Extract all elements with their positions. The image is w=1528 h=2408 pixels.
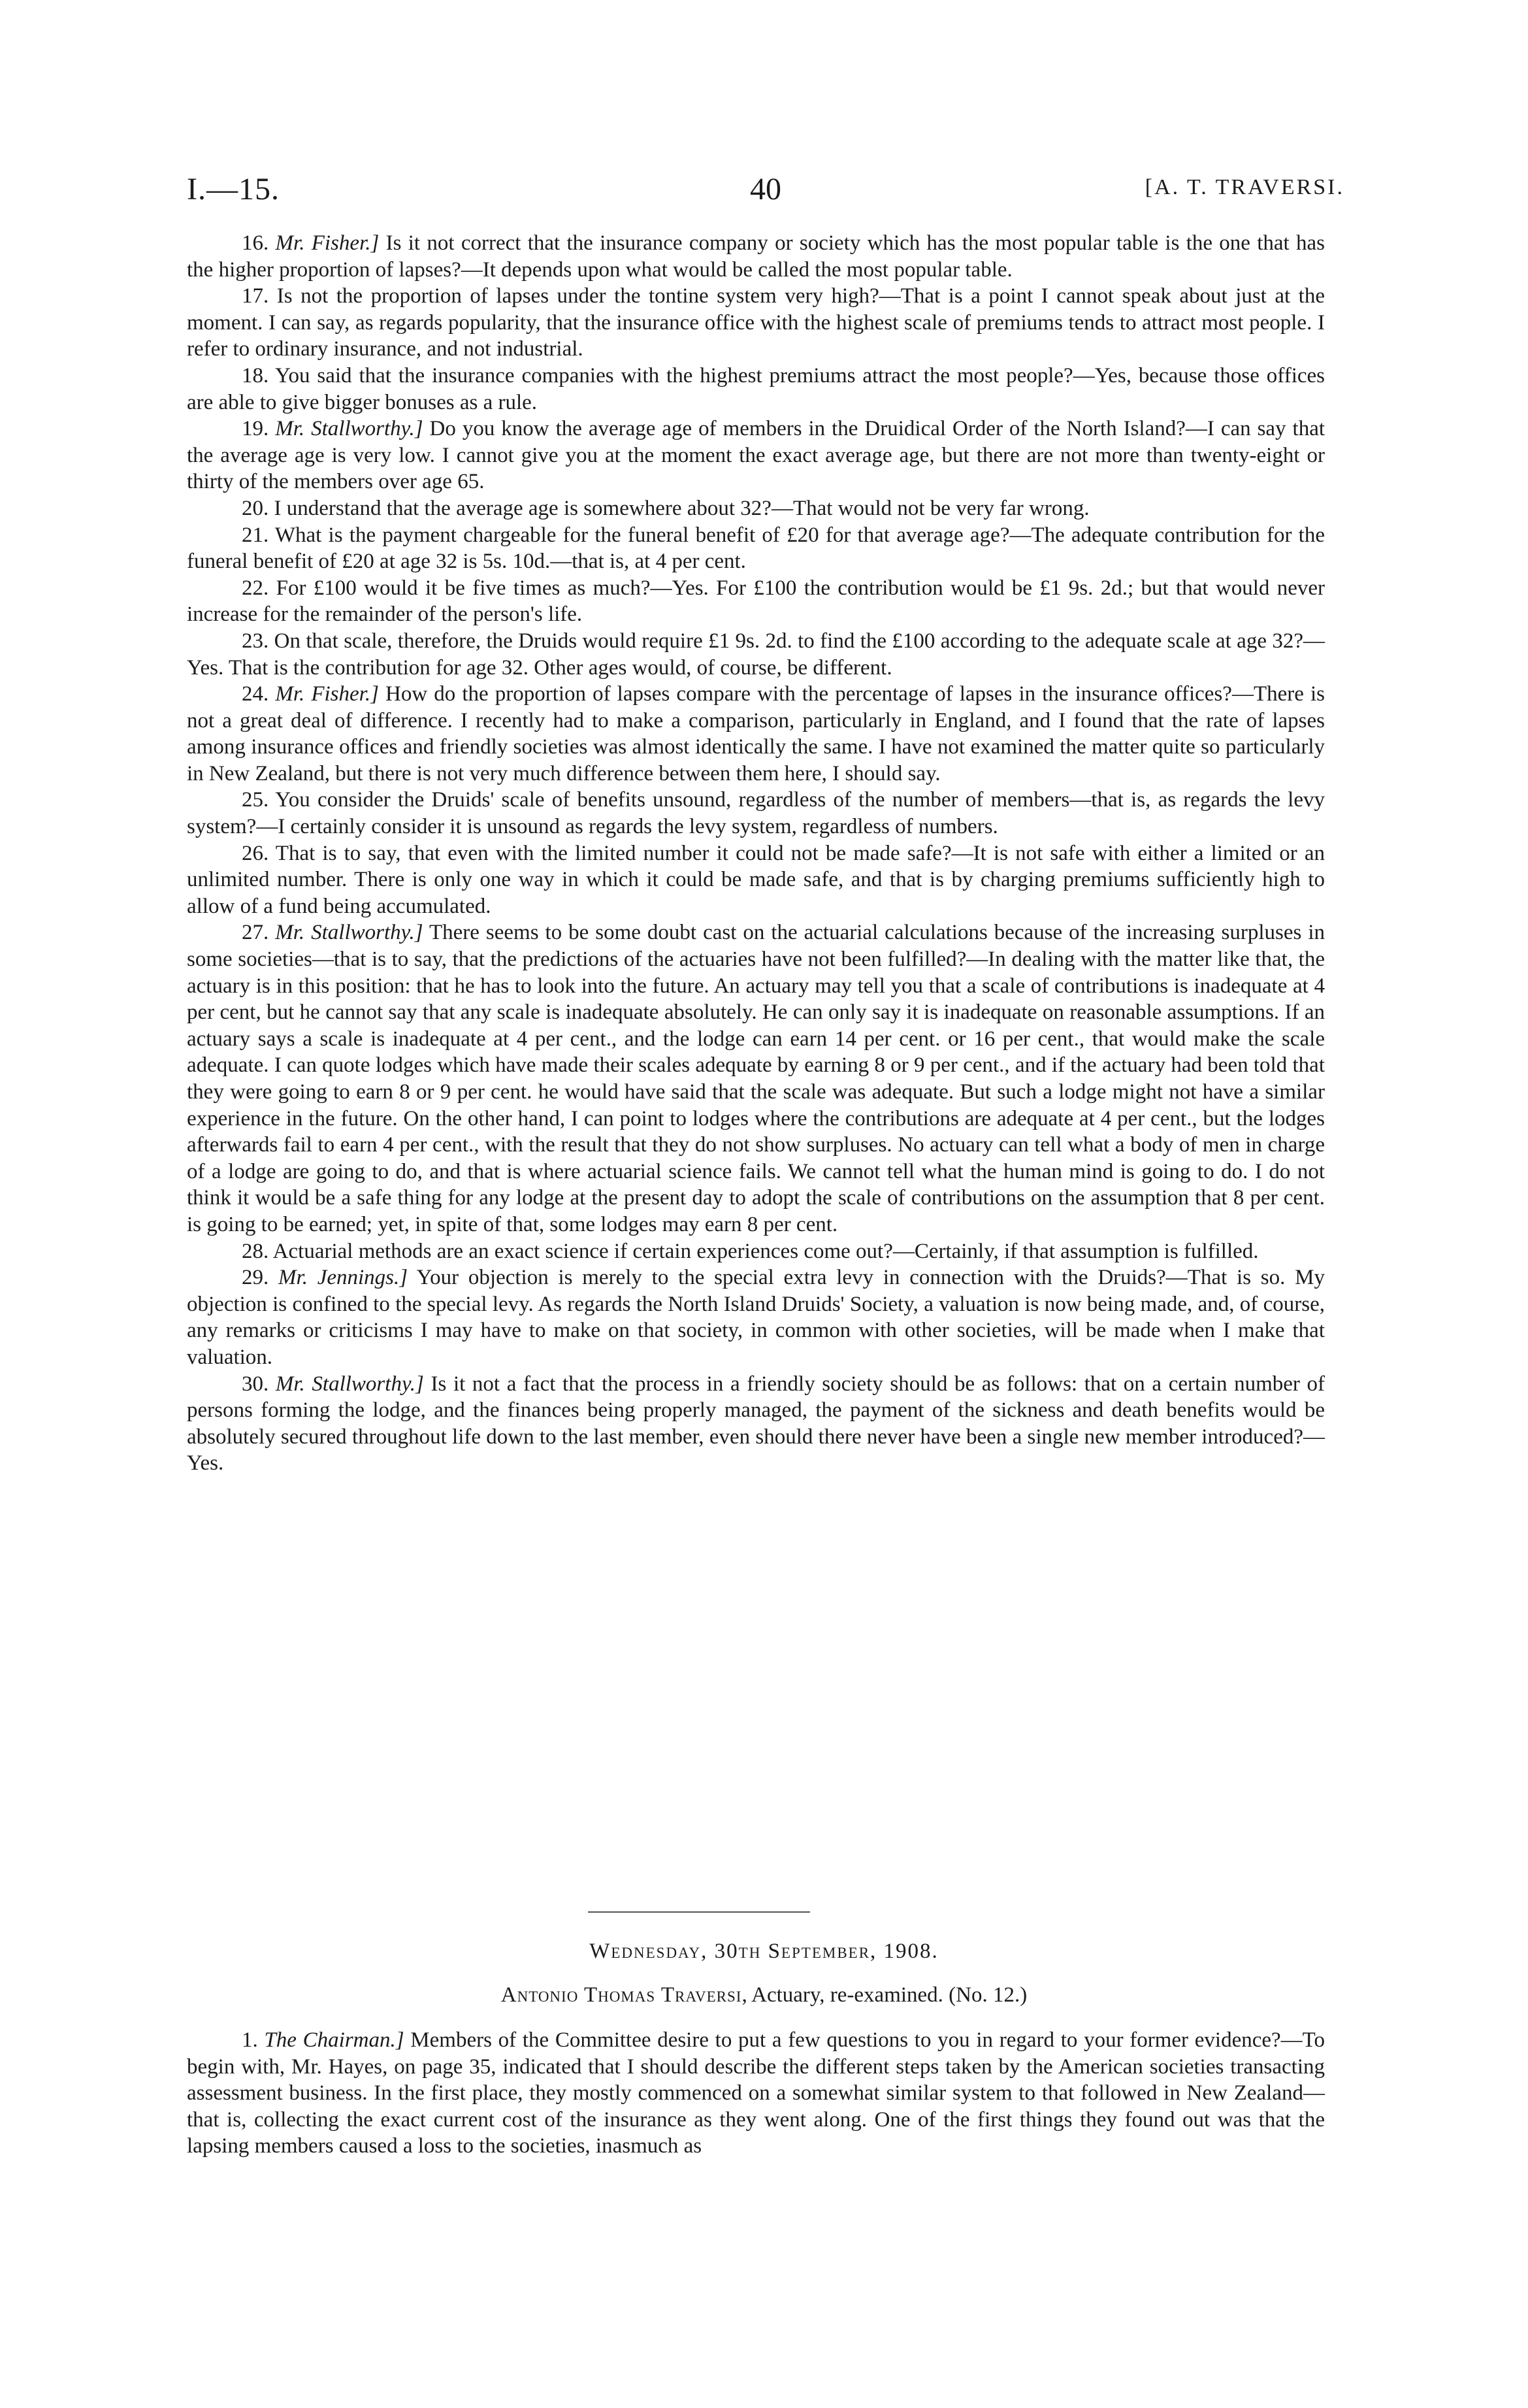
speaker-name: Mr. Stallworthy.] (275, 1372, 424, 1396)
witness-heading (0, 1983, 1528, 2007)
question-answer-text: How do the proportion of lapses compare with the percentage of lapses in the insurance offices?—There is not a great deal of difference. I recently had to make a comparison, particularly in England, and I found that the rate of lapses among insurance offices and friendly societies was almost identically the same. I have not examined the matter quite so particularly in New Zealand, but there is not very much difference between them here, I should say. (187, 682, 1325, 785)
question-answer-text: You consider the Druids' scale of benefits unsound, regardless of the number of members—that is, as regards the levy system?—I certainly consider it is unsound as regards the levy system, regardless of numbers. (187, 788, 1325, 839)
question-answer-text: You said that the insurance companies with the highest premiums attract the most people?—Yes, because those offices are able to give bigger bonuses as a rule. (187, 363, 1325, 414)
evidence-body-continued (187, 2027, 1325, 2160)
question-answer-text: Do you know the average age of members in the Druidical Order of the North Island?—I can say that the average age is very low. I cannot give you at the moment the exact average age, but there are not more than twenty-eight or thirty of the members over age 65. (187, 417, 1325, 494)
question-paragraph (187, 495, 1325, 522)
question-answer-text: That is to say, that even with the limited number it could not be made safe?—It is not safe with either a limited or an unlimited number. There is only one way in which it could be made safe, and that is by charging premiums sufficiently high to allow of a fund being accumulated. (187, 841, 1325, 918)
question-number: 18. (242, 363, 269, 388)
question-answer-text: Actuarial methods are an exact science if certain experiences come out?—Certainly, if that assumption is fulfilled. (268, 1239, 1259, 1263)
question-paragraph (187, 283, 1325, 363)
speaker-name: The Chairman.] (264, 2028, 404, 2052)
question-answer-text: Your objection is merely to the special extra levy in connection with the Druids?—That is so. My objection is confined to the special levy. As regards the North Island Druids' Society, a valuation is now being made, and, of course, any remarks or criticisms I may have to make on that society, in common with other societies, will be made when I make that valuation. (187, 1266, 1325, 1369)
question-number: 28. (242, 1239, 269, 1263)
question-paragraph (187, 2027, 1325, 2160)
question-number: 27. (242, 921, 269, 945)
question-answer-text: Is not the proportion of lapses under the tontine system very high?—That is a point I cannot speak about just at the moment. I can say, as regards popularity, that the insurance office with the highest scale of premiums tends to attract most people. I refer to ordinary insurance, and not industrial. (187, 284, 1325, 361)
question-paragraph (187, 919, 1325, 1238)
question-number: 25. (242, 788, 269, 812)
paper-reference: I.—15. (187, 172, 280, 206)
speaker-name: Mr. Stallworthy.] (275, 921, 423, 945)
question-answer-text: There seems to be some doubt cast on the actuarial calculations because of the increasing surpluses in some societies—that is to say, that the predictions of the actuaries have not been fulfilled?—In dealing with the matter like that, the actuary is in this position: that he has to look into the future. An actuary may tell you that a scale of contributions is inadequate at 4 per cent, but he cannot say that any scale is inadequate absolutely. He can only say it is inadequate on reasonable assumptions. If an actuary says a scale is inadequate at 4 per cent., and the lodge can earn 14 per cent. or 16 per cent., that would make the scale adequate. I can quote lodges which have made their scales adequate by earning 8 or 9 per cent., and if the actuary had been told that they were going to earn 8 or 9 per cent. he would have said that the scale was adequate. But such a lodge might not have a similar experience in the future. On the other hand, I can point to lodges where the contributions are adequate at 4 per cent., but the lodges afterwards fail to earn 4 per cent., with the result that they do not show surpluses. No actuary can tell what a body of men in charge of a lodge are going to do, and that is where actuarial science fails. We cannot tell what the human mind is going to do. I do not think it would be a safe thing for any lodge at the present day to adopt the scale of contributions on the assumption that 8 per cent. is going to be earned; yet, in spite of that, some lodges may earn 8 per cent. (187, 921, 1325, 1236)
question-number: 22. (242, 576, 269, 600)
question-number: 24. (242, 682, 269, 706)
question-answer-text: On that scale, therefore, the Druids would require £1 9s. 2d. to find the £100 according to the adequate scale at age 32?—Yes. That is the contribution for age 32. Other ages would, of course, be different. (187, 629, 1325, 680)
page-number: 40 (750, 172, 781, 206)
question-paragraph (187, 1371, 1325, 1477)
question-answer-text: I understand that the average age is somewhere about 32?—That would not be very far wrong. (268, 496, 1090, 520)
evidence-body (187, 230, 1325, 1477)
question-number: 21. (242, 523, 269, 547)
speaker-name: Mr. Fisher.] (275, 231, 380, 255)
question-paragraph (187, 230, 1325, 283)
question-answer-text: Members of the Committee desire to put a few questions to you in regard to your former evidence?—To begin with, Mr. Hayes, on page 35, indicated that I should describe the different steps taken by the American societies transacting assessment business. In the first place, they mostly commenced on a somewhat similar system to that followed in New Zealand—that is, collecting the exact current cost of the insurance as they went along. One of the first things they found out was that the lapsing members caused a loss to the societies, inasmuch as (187, 2028, 1325, 2158)
witness-name: Antonio Thomas Traversi (500, 1983, 742, 2007)
question-paragraph (187, 681, 1325, 787)
question-paragraph (187, 575, 1325, 628)
question-paragraph (187, 628, 1325, 681)
question-answer-text: Is it not correct that the insurance company or society which has the most popular table is the one that has the higher proportion of lapses?—It depends upon what would be called the most popular table. (187, 231, 1325, 282)
question-paragraph (187, 1238, 1325, 1265)
question-answer-text: For £100 would it be five times as much?—Yes. For £100 the contribution would be £1 9s. 2d.; but that would never increase for the remainder of the person's life. (187, 576, 1325, 627)
question-number: 20. (242, 496, 269, 520)
question-paragraph (187, 787, 1325, 840)
question-number: 26. (242, 841, 269, 865)
question-number: 17. (242, 284, 269, 308)
question-number: 19. (242, 417, 269, 441)
question-number: 16. (242, 231, 269, 255)
question-paragraph (187, 1264, 1325, 1370)
speaker-name: Mr. Stallworthy.] (275, 417, 423, 441)
question-paragraph (187, 416, 1325, 495)
speaker-name: Mr. Jennings.] (278, 1266, 408, 1290)
question-paragraph (187, 363, 1325, 416)
question-number: 29. (242, 1266, 269, 1290)
question-paragraph (187, 522, 1325, 575)
section-divider (588, 1911, 810, 1913)
question-paragraph (187, 840, 1325, 920)
question-answer-text: Is it not a fact that the process in a friendly society should be as follows: that on a certain number of persons forming the lodge, and the finances being properly managed, the payment of the sickness and death benefits would be absolutely secured throughout life down to the last member, even should there never have been a single new member introduced?—Yes. (187, 1372, 1325, 1476)
running-witness-name: [A. T. TRAVERSI. (1145, 175, 1344, 199)
witness-description: , Actuary, re-examined. (No. 12.) (741, 1983, 1028, 2007)
question-number: 1. (242, 2028, 258, 2052)
speaker-name: Mr. Fisher.] (275, 682, 379, 706)
session-date: Wednesday, 30th September, 1908. (589, 1939, 939, 1963)
question-number: 23. (242, 629, 269, 653)
question-answer-text: What is the payment chargeable for the funeral benefit of £20 for that average age?—The adequate contribution for the funeral benefit of £20 at age 32 is 5s. 10d.—that is, at 4 per cent. (187, 523, 1325, 574)
page-header (187, 171, 1344, 217)
question-number: 30. (242, 1372, 269, 1396)
